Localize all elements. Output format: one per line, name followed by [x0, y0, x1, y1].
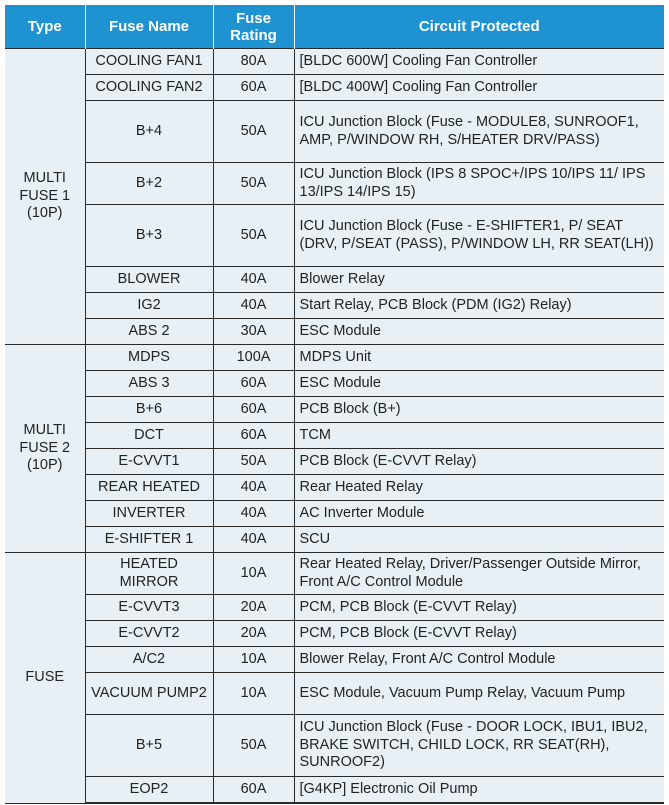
circuit-protected-cell: ESC Module [294, 319, 664, 345]
circuit-protected-cell: MDPS Unit [294, 345, 664, 371]
table-row [5, 163, 664, 205]
fuse-rating-cell: 60A [213, 423, 294, 449]
table-row [5, 345, 664, 371]
fuse-rating-cell: 40A [213, 475, 294, 501]
fuse-rating-cell: 40A [213, 293, 294, 319]
circuit-protected-cell: [G4KP] Electronic Oil Pump [294, 777, 664, 804]
circuit-protected-cell: PCM, PCB Block (E-CVVT Relay) [294, 621, 664, 647]
fuse-name-cell: E-CVVT3 [85, 595, 213, 621]
fuse-name-cell: HEATED MIRROR [85, 553, 213, 595]
fuse-rating-cell: 50A [213, 163, 294, 205]
fuse-name-cell: EOP2 [85, 777, 213, 804]
fuse-name-cell: B+6 [85, 397, 213, 423]
table-row [5, 49, 664, 75]
fuse-type-cell: MULTI FUSE 1 (10P) [5, 49, 85, 345]
fuse-name-cell: REAR HEATED [85, 475, 213, 501]
table-row [5, 501, 664, 527]
fuse-rating-cell: 30A [213, 319, 294, 345]
circuit-protected-cell: ICU Junction Block (Fuse - E-SHIFTER1, P/ SEAT (DRV, P/SEAT (PASS), P/WINDOW LH, RR SEAT(LH)) [294, 205, 664, 267]
circuit-protected-cell: [BLDC 400W] Cooling Fan Controller [294, 75, 664, 101]
table-row [5, 319, 664, 345]
circuit-protected-cell: Rear Heated Relay, Driver/Passenger Outside Mirror, Front A/C Control Module [294, 553, 664, 595]
fuse-name-cell: DCT [85, 423, 213, 449]
fuse-name-cell: COOLING FAN1 [85, 49, 213, 75]
fuse-rating-cell: 60A [213, 75, 294, 101]
fuse-rating-cell: 10A [213, 673, 294, 715]
table-header-row [5, 5, 664, 49]
fuse-name-cell: INVERTER [85, 501, 213, 527]
table-row [5, 715, 664, 777]
fuse-type-cell: FUSE [5, 553, 85, 804]
fuse-rating-cell: 50A [213, 449, 294, 475]
fuse-rating-cell: 20A [213, 621, 294, 647]
table-row [5, 647, 664, 673]
fuse-name-cell: B+4 [85, 101, 213, 163]
fuse-rating-cell: 10A [213, 647, 294, 673]
fuse-rating-cell: 60A [213, 371, 294, 397]
fuse-rating-cell: 50A [213, 205, 294, 267]
table-row [5, 777, 664, 804]
circuit-protected-cell: TCM [294, 423, 664, 449]
circuit-protected-cell: PCB Block (B+) [294, 397, 664, 423]
fuse-rating-cell: 60A [213, 397, 294, 423]
fuse-name-cell: E-SHIFTER 1 [85, 527, 213, 553]
header-fuse-rating: Fuse Rating [213, 5, 294, 49]
fuse-rating-cell: 50A [213, 101, 294, 163]
header-type: Type [5, 5, 85, 49]
fuse-name-cell: B+2 [85, 163, 213, 205]
fuse-rating-cell: 40A [213, 501, 294, 527]
circuit-protected-cell: PCB Block (E-CVVT Relay) [294, 449, 664, 475]
table-row [5, 75, 664, 101]
table-row [5, 621, 664, 647]
fuse-rating-cell: 10A [213, 553, 294, 595]
fuse-name-cell: A/C2 [85, 647, 213, 673]
circuit-protected-cell: Blower Relay, Front A/C Control Module [294, 647, 664, 673]
fuse-table [5, 5, 664, 804]
header-circuit-protected: Circuit Protected [294, 5, 664, 49]
table-row [5, 527, 664, 553]
table-row [5, 673, 664, 715]
fuse-rating-cell: 100A [213, 345, 294, 371]
fuse-rating-cell: 40A [213, 527, 294, 553]
fuse-type-cell: MULTI FUSE 2 (10P) [5, 345, 85, 553]
circuit-protected-cell: ICU Junction Block (IPS 8 SPOC+/IPS 10/IPS 11/ IPS 13/IPS 14/IPS 15) [294, 163, 664, 205]
circuit-protected-cell: ICU Junction Block (Fuse - DOOR LOCK, IBU1, IBU2, BRAKE SWITCH, CHILD LOCK, RR SEAT(RH), SUNROOF2) [294, 715, 664, 777]
fuse-name-cell: E-CVVT2 [85, 621, 213, 647]
fuse-name-cell: B+3 [85, 205, 213, 267]
fuse-name-cell: ABS 2 [85, 319, 213, 345]
fuse-rating-cell: 50A [213, 715, 294, 777]
circuit-protected-cell: AC Inverter Module [294, 501, 664, 527]
fuse-rating-cell: 80A [213, 49, 294, 75]
table-row [5, 397, 664, 423]
fuse-name-cell: IG2 [85, 293, 213, 319]
fuse-name-cell: BLOWER [85, 267, 213, 293]
table-row [5, 267, 664, 293]
table-row [5, 371, 664, 397]
table-row [5, 449, 664, 475]
table-row [5, 101, 664, 163]
circuit-protected-cell: SCU [294, 527, 664, 553]
table-row [5, 205, 664, 267]
fuse-rating-cell: 40A [213, 267, 294, 293]
table-row [5, 423, 664, 449]
fuse-rating-cell: 60A [213, 777, 294, 804]
table-row [5, 475, 664, 501]
header-fuse-name: Fuse Name [85, 5, 213, 49]
circuit-protected-cell: Rear Heated Relay [294, 475, 664, 501]
table-body [5, 49, 664, 804]
fuse-name-cell: ABS 3 [85, 371, 213, 397]
fuse-name-cell: VACUUM PUMP2 [85, 673, 213, 715]
circuit-protected-cell: ICU Junction Block (Fuse - MODULE8, SUNROOF1, AMP, P/WINDOW RH, S/HEATER DRV/PASS) [294, 101, 664, 163]
circuit-protected-cell: Blower Relay [294, 267, 664, 293]
table-row [5, 595, 664, 621]
fuse-name-cell: MDPS [85, 345, 213, 371]
circuit-protected-cell: [BLDC 600W] Cooling Fan Controller [294, 49, 664, 75]
fuse-name-cell: E-CVVT1 [85, 449, 213, 475]
circuit-protected-cell: PCM, PCB Block (E-CVVT Relay) [294, 595, 664, 621]
fuse-name-cell: COOLING FAN2 [85, 75, 213, 101]
circuit-protected-cell: ESC Module [294, 371, 664, 397]
table-row [5, 293, 664, 319]
fuse-name-cell: B+5 [85, 715, 213, 777]
circuit-protected-cell: Start Relay, PCB Block (PDM (IG2) Relay) [294, 293, 664, 319]
fuse-rating-cell: 20A [213, 595, 294, 621]
table-row [5, 553, 664, 595]
circuit-protected-cell: ESC Module, Vacuum Pump Relay, Vacuum Pump [294, 673, 664, 715]
